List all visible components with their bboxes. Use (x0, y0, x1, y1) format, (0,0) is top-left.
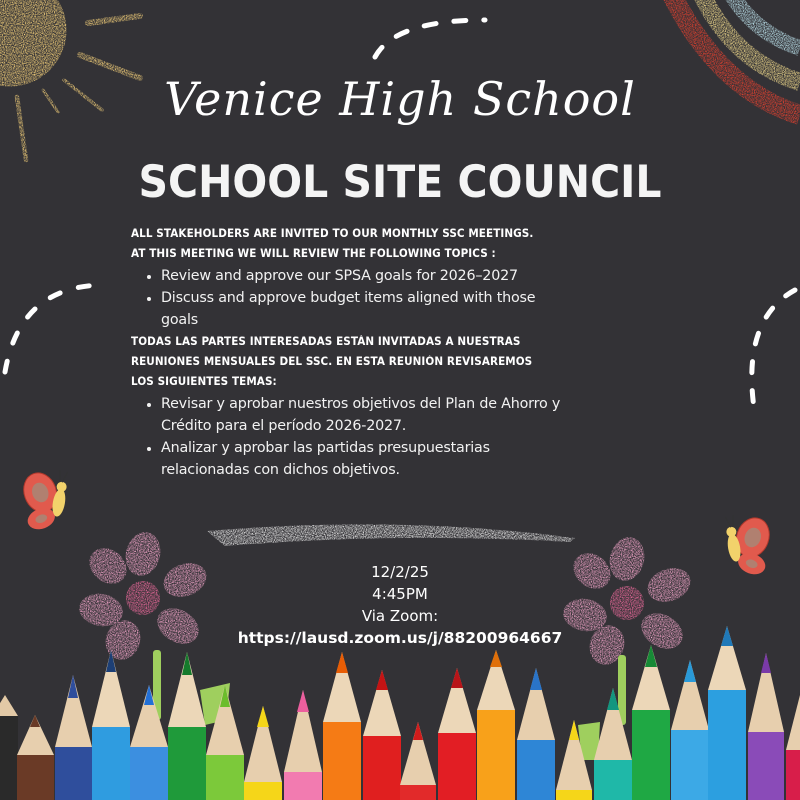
pencil (323, 652, 361, 800)
pencil (92, 650, 130, 800)
pencil (244, 706, 282, 800)
pencil (748, 653, 784, 800)
event-platform: Via Zoom: (361, 607, 439, 625)
school-name-heading: Venice High School (164, 72, 636, 126)
english-intro-line-1: ALL STAKEHOLDERS ARE INVITED TO OUR MONTHLY SSC MEETINGS. (131, 227, 534, 240)
pencil (400, 722, 436, 800)
pencil (168, 652, 206, 800)
spanish-intro-line-3: LOS SIGUIENTES TEMAS: (131, 375, 277, 388)
english-topics-list (131, 265, 601, 331)
list-item: • Discuss and approve budget items aligned with those goals (161, 287, 541, 331)
event-details (0, 561, 800, 649)
pencil (632, 645, 670, 800)
pencil (594, 688, 632, 800)
pencil (517, 668, 555, 800)
spanish-intro-line-2: REUNIONES MENSUALES DEL SSC. EN ESTA REUNIÓN REVISAREMOS (131, 355, 533, 368)
english-intro-line-2: AT THIS MEETING WE WILL REVIEW THE FOLLOWING TOPICS : (131, 247, 496, 260)
chalk-stroke-divider (207, 524, 575, 546)
pencil (130, 685, 168, 800)
list-item: • Analizar y aprobar las partidas presupuestarias relacionadas con dichos objetivos. (161, 437, 561, 481)
pencil (786, 695, 800, 800)
pencil (284, 690, 322, 800)
pencil (671, 660, 709, 800)
pencil (363, 670, 401, 800)
event-date: 12/2/25 (371, 563, 429, 581)
list-item: • Revisar y aprobar nuestros objetivos del Plan de Ahorro y Crédito para el período 2026-2027. (161, 393, 561, 437)
pencil (438, 668, 476, 800)
announcement-body (131, 224, 601, 482)
butterfly-icon (13, 462, 83, 532)
event-time: 4:45PM (372, 585, 428, 603)
page-title: SCHOOL SITE COUNCIL (138, 156, 662, 208)
spanish-topics-list (131, 393, 601, 481)
list-item: • Review and approve our SPSA goals for 2026–2027 (161, 265, 601, 287)
pencil (55, 675, 92, 800)
zoom-link[interactable]: https://lausd.zoom.us/j/88200964667 (237, 629, 563, 647)
pencil (708, 626, 746, 800)
spanish-intro-line-1: TODAS LAS PARTES INTERESADAS ESTÁN INVITADAS A NUESTRAS (131, 335, 521, 348)
pencil (477, 650, 515, 800)
pencil (0, 695, 18, 800)
pencil (17, 715, 54, 800)
